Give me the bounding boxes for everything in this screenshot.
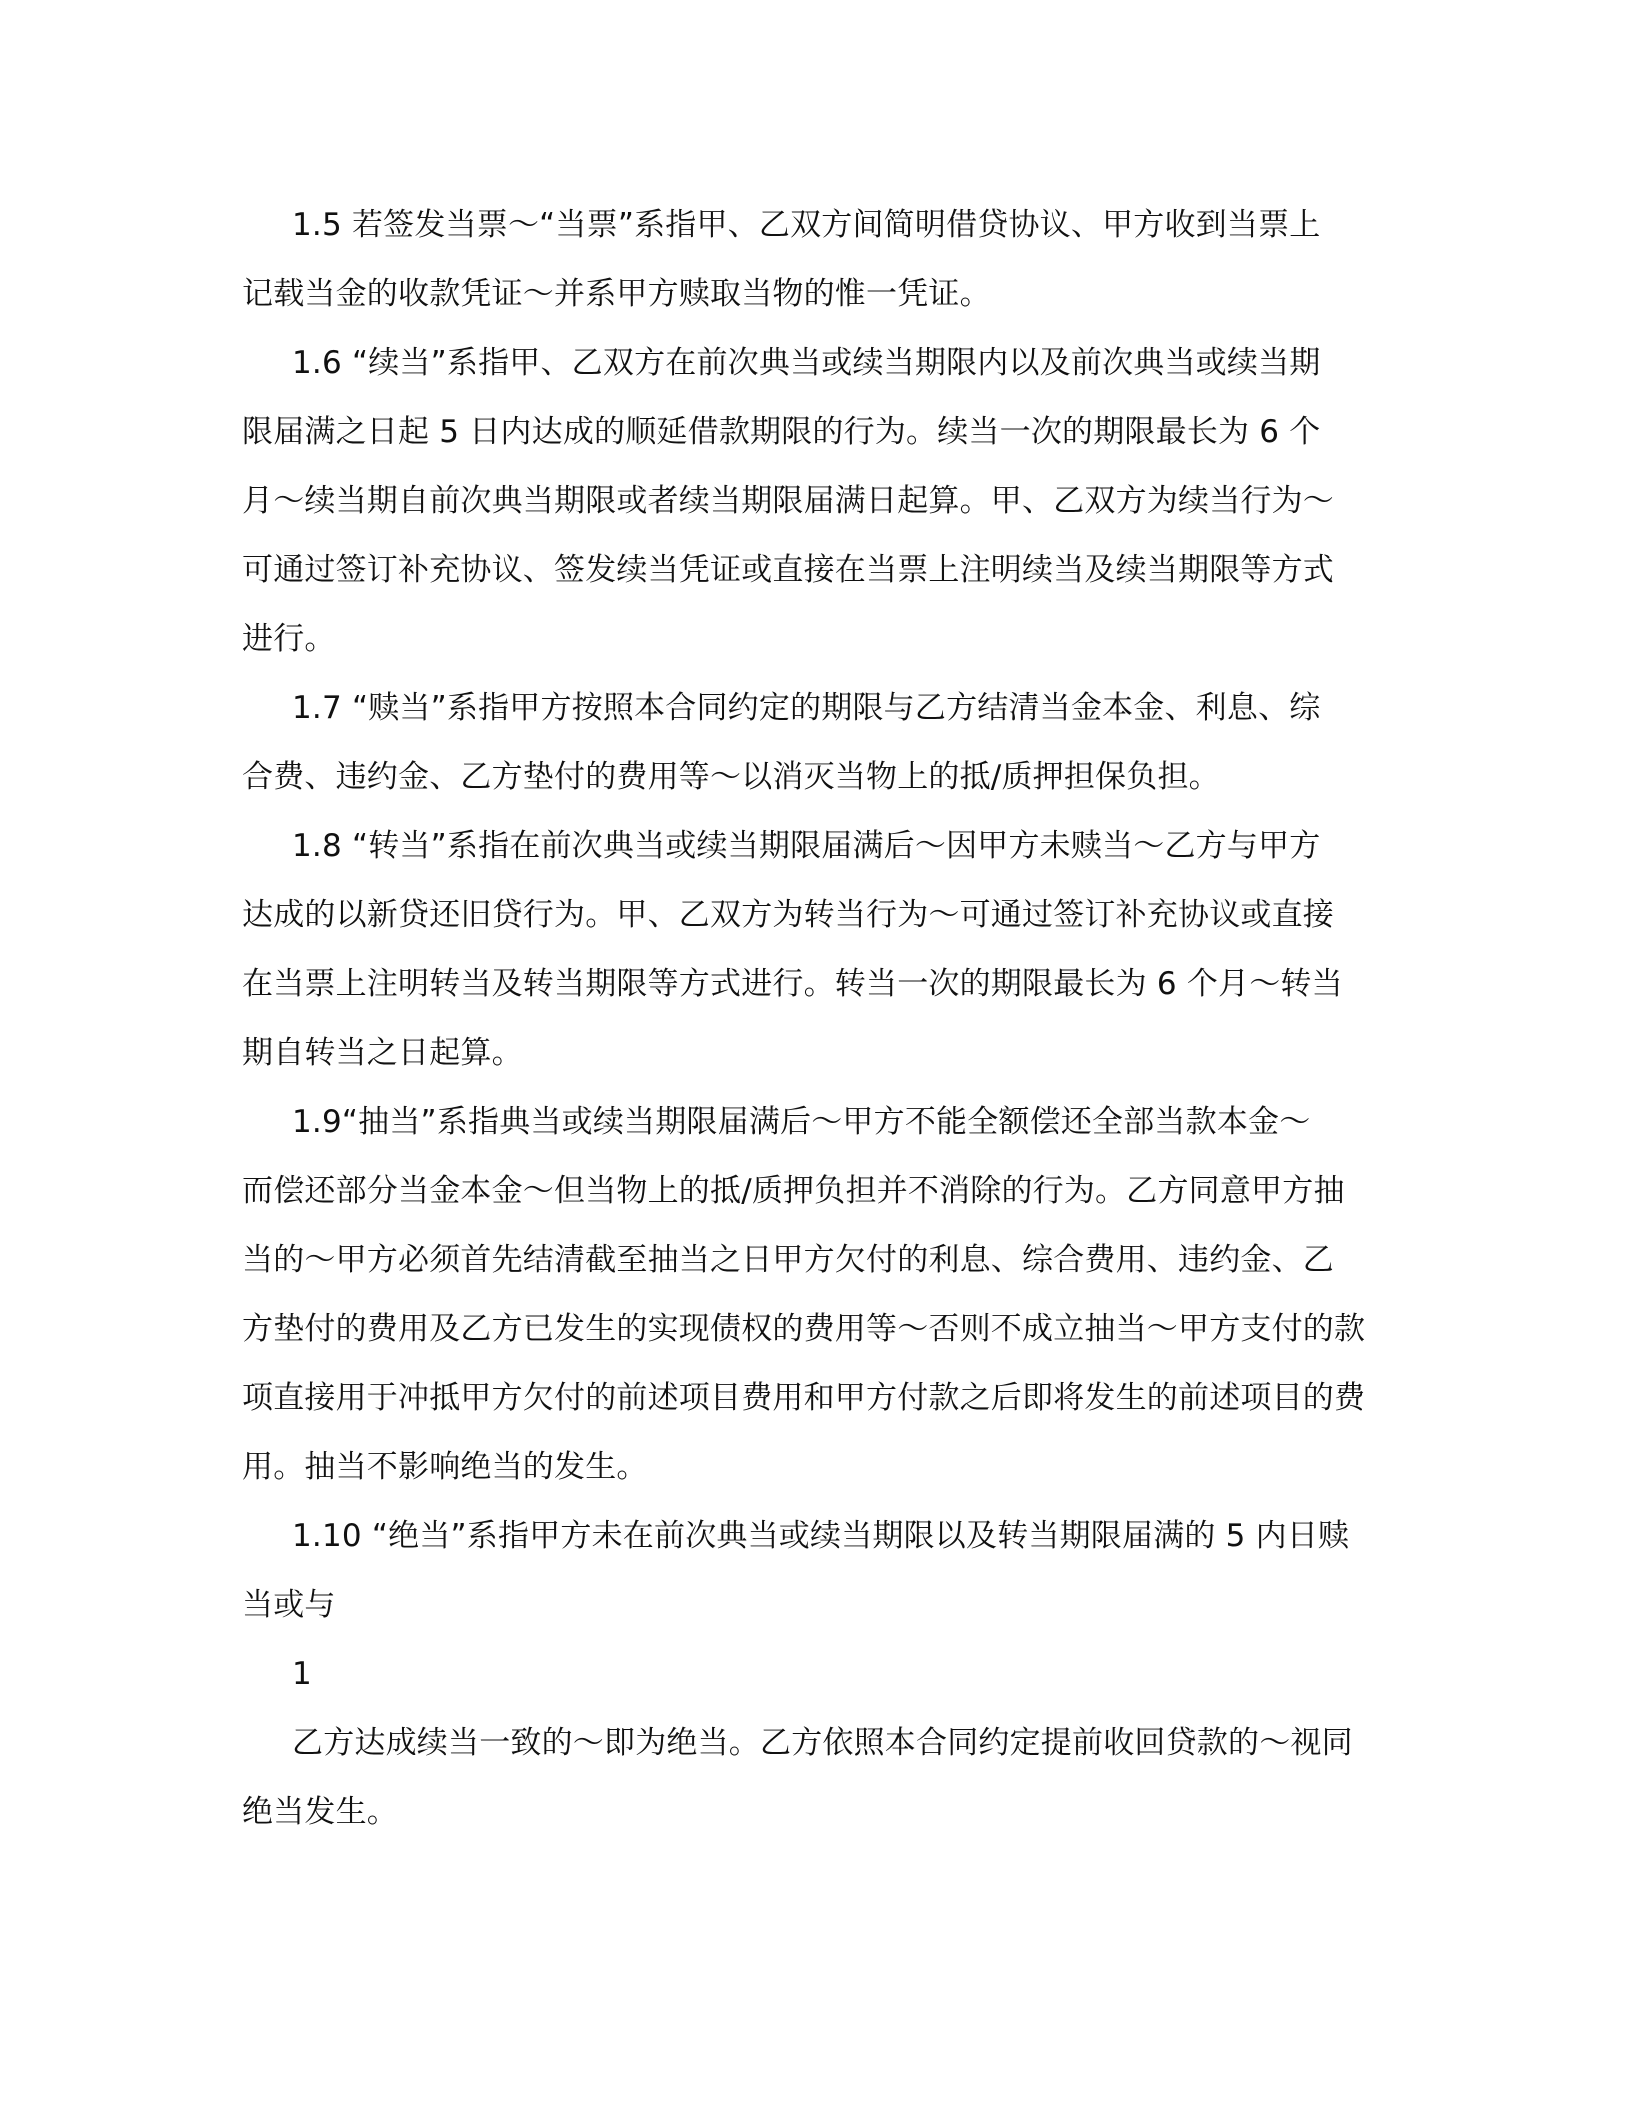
text-line: 绝当发生。 xyxy=(242,1794,398,1830)
text-line: 项直接用于冲抵甲方欠付的前述项目费用和甲方付款之后即将发生的前述项目的费 xyxy=(242,1380,1366,1416)
text-line: 当的～甲方必须首先结清截至抽当之日甲方欠付的利息、综合费用、违约金、乙 xyxy=(242,1242,1334,1278)
text-line: 1.9“抽当”系指典当或续当期限届满后～甲方不能全额偿还全部当款本金～ xyxy=(292,1104,1311,1140)
text-line: 1.6 “续当”系指甲、乙双方在前次典当或续当期限内以及前次典当或续当期 xyxy=(292,345,1321,381)
text-line: 合费、违约金、乙方垫付的费用等～以消灭当物上的抵/质押担保负担。 xyxy=(242,759,1220,795)
text-line: 达成的以新贷还旧贷行为。甲、乙双方为转当行为～可通过签订补充协议或直接 xyxy=(242,897,1334,933)
text-line: 1.10 “绝当”系指甲方未在前次典当或续当期限以及转当期限届满的 5 内日赎 xyxy=(292,1518,1350,1554)
text-line: 进行。 xyxy=(242,621,336,657)
text-line: 当或与 xyxy=(242,1587,336,1623)
text-line: 月～续当期自前次典当期限或者续当期限届满日起算。甲、乙双方为续当行为～ xyxy=(242,483,1334,519)
text-line: 乙方达成续当一致的～即为绝当。乙方依照本合同约定提前收回贷款的～视同 xyxy=(292,1725,1353,1761)
text-line: 1.7 “赎当”系指甲方按照本合同约定的期限与乙方结清当金本金、利息、综 xyxy=(292,690,1321,726)
text-line: 而偿还部分当金本金～但当物上的抵/质押负担并不消除的行为。乙方同意甲方抽 xyxy=(242,1173,1345,1209)
text-line: 1.8 “转当”系指在前次典当或续当期限届满后～因甲方未赎当～乙方与甲方 xyxy=(292,828,1321,864)
text-line: 记载当金的收款凭证～并系甲方赎取当物的惟一凭证。 xyxy=(242,276,991,312)
text-line: 用。抽当不影响绝当的发生。 xyxy=(242,1449,648,1485)
text-line: 限届满之日起 5 日内达成的顺延借款期限的行为。续当一次的期限最长为 6 个 xyxy=(242,414,1321,450)
text-line: 方垫付的费用及乙方已发生的实现债权的费用等～否则不成立抽当～甲方支付的款 xyxy=(242,1311,1366,1347)
text-line: 在当票上注明转当及转当期限等方式进行。转当一次的期限最长为 6 个月～转当 xyxy=(242,966,1343,1002)
text-line: 1.5 若签发当票～“当票”系指甲、乙双方间简明借贷协议、甲方收到当票上 xyxy=(292,207,1321,243)
text-line: 期自转当之日起算。 xyxy=(242,1035,523,1071)
page-number: 1 xyxy=(292,1656,312,1692)
text-line: 可通过签订补充协议、签发续当凭证或直接在当票上注明续当及续当期限等方式 xyxy=(242,552,1334,588)
